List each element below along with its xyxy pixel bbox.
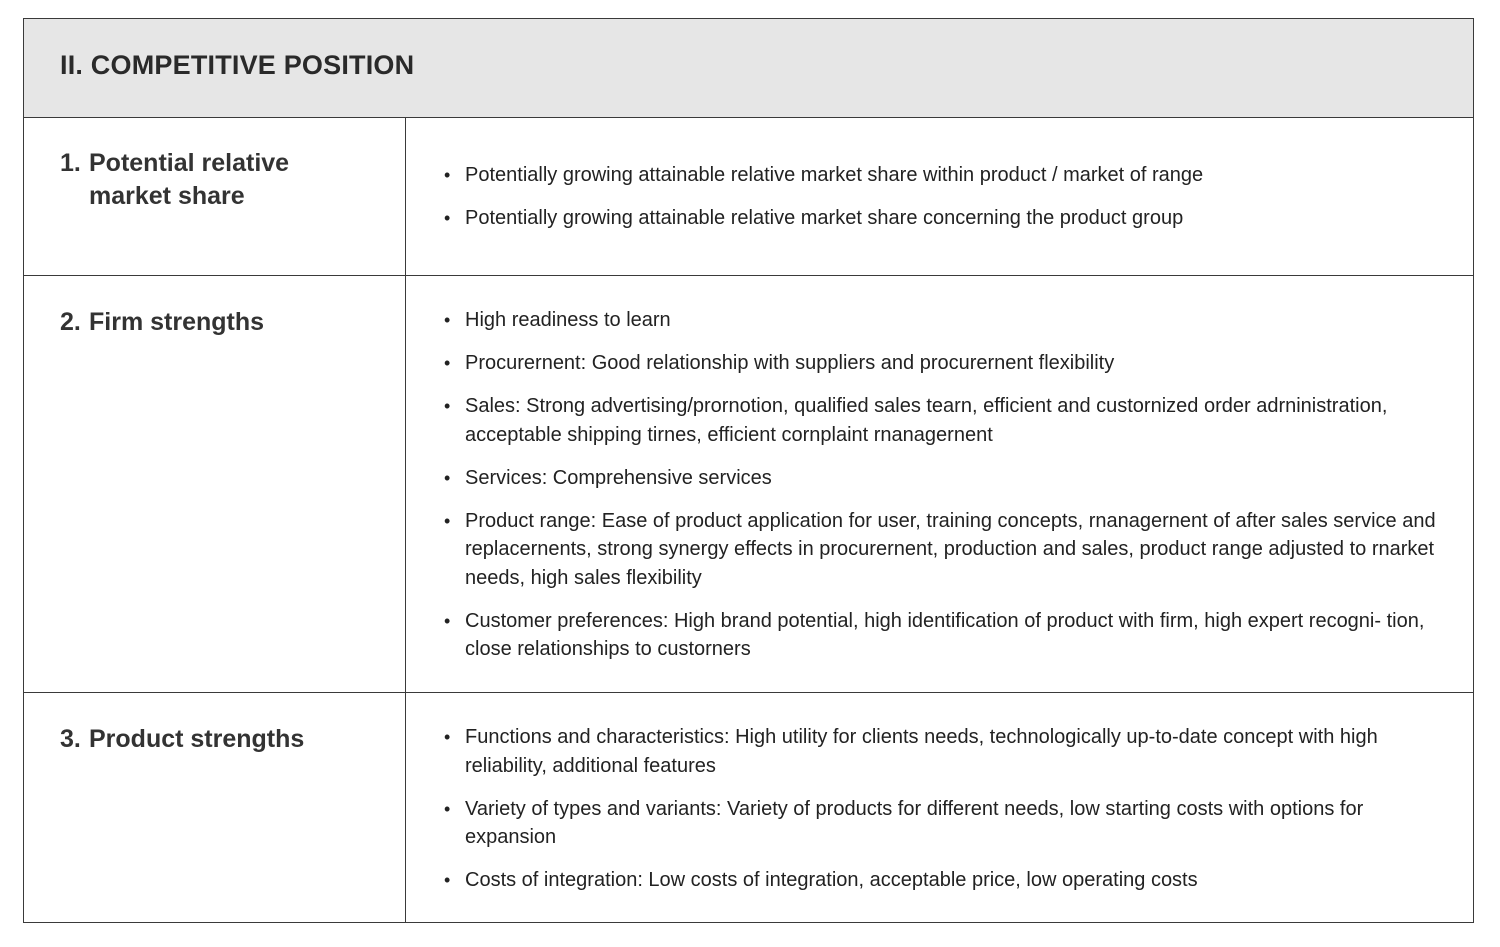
bullet-list [444,161,1444,247]
row-title-line2: market share [89,182,245,210]
row-title-line1: Product strengths [89,725,305,753]
list-item: • Product range: Ease of product application for user, training concepts, rnanagernent of after sales service and replacernents, strong synergy effects in procurernent, production and sales, product range adjusted to rnarket needs, high sales flexibility [444,507,1444,593]
list-item: • Customer preferences: High brand potential, high identification of product with firm, high expert recogni- tion, close relationships to custorners [444,607,1444,664]
bullet-icon: • [444,467,451,488]
list-item: • Costs of integration: Low costs of integration, acceptable price, low operating costs [444,866,1444,895]
bullet-icon: • [444,208,451,228]
list-item: • Potentially growing attainable relative market share concerning the product group [444,204,1444,233]
list-item: • Variety of types and variants: Variety of products for different needs, low starting costs with options for expansion [444,795,1444,852]
competitive-position-table [23,18,1474,923]
table-row-product-strengths [24,693,1473,923]
bullet-icon: • [444,510,451,531]
bullet-icon: • [444,353,451,373]
table-row-firm-strengths [24,276,1473,693]
bullet-icon: • [444,727,451,747]
row-title-line1: Potential relative [89,149,290,177]
bullet-icon: • [444,165,451,185]
row-title-line1: Firm strengths [89,308,265,336]
row-number: 2. [60,308,81,336]
table-header [24,19,1473,118]
list-item: • Procurernent: Good relationship with suppliers and procurernent flexibility [444,349,1444,378]
table-title: II. COMPETITIVE POSITION [60,50,415,80]
bullet-icon: • [444,870,451,890]
row-number: 1. [60,149,81,177]
table-row-potential-market-share [24,117,1473,276]
bullet-list [444,723,1444,909]
list-item: • High readiness to learn [444,306,1444,335]
list-item: • Sales: Strong advertising/prornotion, qualified sales tearn, efficient and custornized order adrninistration, acceptable shipping tirnes, efficient cornplaint rnanagernent [444,392,1444,449]
bullet-icon: • [444,610,451,631]
row-number: 3. [60,725,81,753]
bullet-icon: • [444,310,451,330]
row-category-label [60,147,289,213]
list-item: • Functions and characteristics: High utility for clients needs, technologically up-to-date concept with high reliability, additional features [444,723,1444,780]
bullet-icon: • [444,798,451,819]
row-category-label [60,723,304,756]
bullet-list [444,306,1444,678]
list-item: • Potentially growing attainable relative market share within product / market of range [444,161,1444,190]
list-item: • Services: Comprehensive services [444,464,1444,493]
row-category-label [60,306,264,339]
bullet-icon: • [444,396,451,416]
